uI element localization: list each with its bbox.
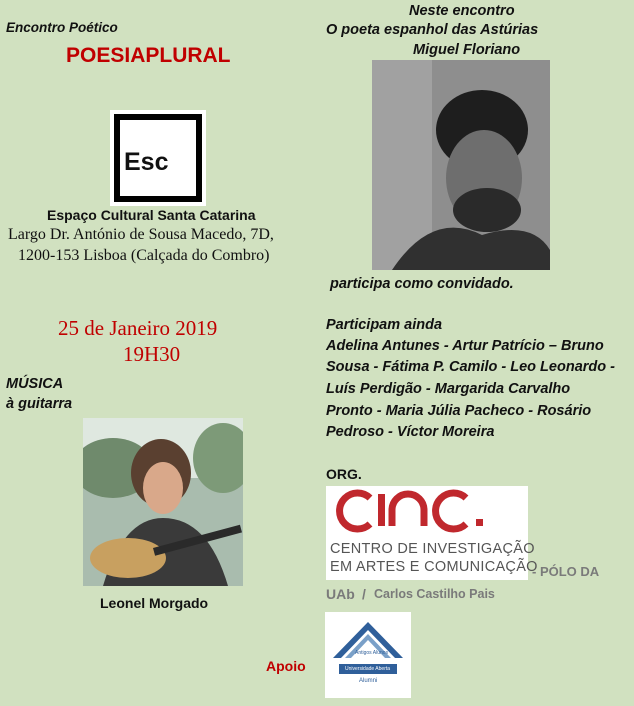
alumni-logo	[325, 612, 411, 698]
org-person: Carlos Castilho Pais	[374, 587, 495, 601]
guest-note: participa como convidado.	[330, 276, 514, 292]
alumni-logo-mid: Universidade Aberta	[345, 666, 391, 672]
venue-address-line2: 1200-153 Lisboa (Calçada do Combro)	[18, 247, 270, 264]
participants-heading: Participam ainda	[326, 317, 443, 333]
participants-line: Sousa - Fátima P. Camilo - Leo Leonardo -	[326, 359, 615, 375]
ciac-logo-line2: EM ARTES E COMUNICAÇÃO	[330, 559, 538, 575]
guest-intro: Neste encontro	[409, 3, 515, 19]
alumni-logo-top: Antigos Alunos	[355, 650, 389, 656]
poet-photo	[372, 60, 550, 270]
musician-photo	[83, 418, 243, 586]
org-label: ORG.	[326, 466, 362, 482]
event-time: 19H30	[123, 342, 181, 366]
ciac-logo	[326, 486, 538, 580]
org-uab: UAb	[326, 586, 355, 602]
venue-name: Espaço Cultural Santa Catarina	[47, 207, 256, 223]
participants-line: Pronto - Maria Júlia Pacheco - Rosário	[326, 403, 592, 419]
venue-logo-text: Esc	[124, 148, 169, 176]
support-label: Apoio	[266, 658, 306, 674]
participants-line: Luís Perdigão - Margarida Carvalho	[326, 381, 571, 397]
venue-logo	[110, 110, 206, 206]
guest-description: O poeta espanhol das Astúrias	[326, 22, 539, 38]
participants-line: Pedroso - Víctor Moreira	[326, 424, 495, 440]
ciac-logo-line1: CENTRO DE INVESTIGAÇÃO	[330, 541, 535, 557]
event-title: POESIAPLURAL	[66, 44, 231, 67]
music-label: MÚSICA	[6, 376, 64, 392]
org-slash: /	[362, 586, 366, 602]
org-suffix: - PÓLO DA	[532, 564, 600, 579]
participants-line: Adelina Antunes - Artur Patrício – Bruno	[326, 338, 604, 354]
encontro-label: Encontro Poético	[6, 20, 118, 35]
venue-address-line1: Largo Dr. António de Sousa Macedo, 7D,	[8, 226, 274, 243]
event-date: 25 de Janeiro 2019	[58, 316, 218, 340]
ciac-logo-mark	[326, 486, 528, 536]
guest-name: Miguel Floriano	[413, 42, 521, 58]
musician-name: Leonel Morgado	[100, 595, 209, 611]
alumni-logo-bottom: Alumni	[359, 678, 378, 684]
music-instrument: à guitarra	[6, 396, 73, 412]
